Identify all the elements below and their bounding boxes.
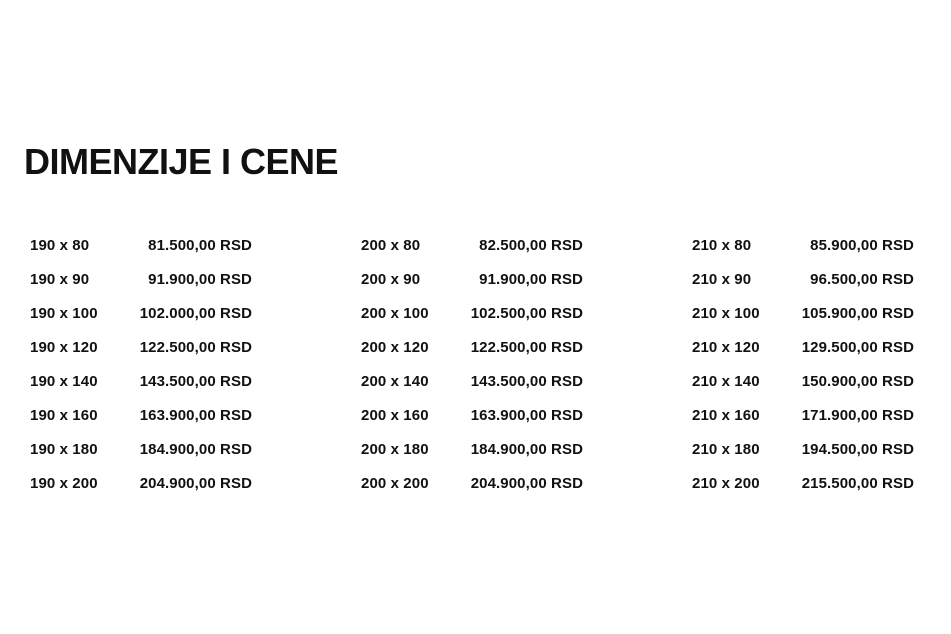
price-value: 91.900,00 RSD (479, 270, 583, 288)
price-value: 85.900,00 RSD (810, 236, 914, 254)
price-row (692, 228, 914, 262)
price-row (361, 398, 583, 432)
dimension-label: 200 x 160 (361, 406, 429, 424)
price-row (361, 330, 583, 364)
price-value: 96.500,00 RSD (810, 270, 914, 288)
dimension-label: 190 x 120 (30, 338, 98, 356)
price-column-190 (30, 228, 252, 500)
dimension-label: 200 x 120 (361, 338, 429, 356)
price-value: 194.500,00 RSD (801, 440, 914, 458)
dimension-label: 190 x 160 (30, 406, 98, 424)
price-row (361, 364, 583, 398)
price-row (30, 466, 252, 500)
price-column-200 (361, 228, 583, 500)
price-value: 102.500,00 RSD (470, 304, 583, 322)
dimension-label: 200 x 80 (361, 236, 421, 254)
price-row (30, 262, 252, 296)
dimension-label: 210 x 90 (692, 270, 752, 288)
price-value: 143.500,00 RSD (139, 372, 252, 390)
dimension-label: 190 x 90 (30, 270, 90, 288)
price-value: 122.500,00 RSD (139, 338, 252, 356)
price-value: 143.500,00 RSD (470, 372, 583, 390)
dimension-label: 210 x 180 (692, 440, 760, 458)
price-row (30, 432, 252, 466)
dimension-label: 210 x 160 (692, 406, 760, 424)
price-value: 81.500,00 RSD (148, 236, 252, 254)
dimension-label: 210 x 140 (692, 372, 760, 390)
price-row (361, 432, 583, 466)
dimension-label: 200 x 200 (361, 474, 429, 492)
price-value: 150.900,00 RSD (801, 372, 914, 390)
dimension-label: 190 x 80 (30, 236, 90, 254)
price-row (30, 330, 252, 364)
dimension-label: 210 x 200 (692, 474, 760, 492)
price-row (361, 296, 583, 330)
price-value: 171.900,00 RSD (801, 406, 914, 424)
price-value: 215.500,00 RSD (801, 474, 914, 492)
dimension-label: 200 x 140 (361, 372, 429, 390)
price-row (30, 228, 252, 262)
price-value: 184.900,00 RSD (470, 440, 583, 458)
price-value: 129.500,00 RSD (801, 338, 914, 356)
dimension-label: 190 x 140 (30, 372, 98, 390)
price-value: 91.900,00 RSD (148, 270, 252, 288)
price-value: 204.900,00 RSD (470, 474, 583, 492)
price-value: 184.900,00 RSD (139, 440, 252, 458)
price-row (692, 296, 914, 330)
price-value: 122.500,00 RSD (470, 338, 583, 356)
page-title: DIMENZIJE I CENE (24, 141, 339, 182)
price-column-210 (692, 228, 914, 500)
dimension-label: 200 x 90 (361, 270, 421, 288)
price-row (30, 364, 252, 398)
price-value: 105.900,00 RSD (801, 304, 914, 322)
price-row (692, 364, 914, 398)
price-row (692, 466, 914, 500)
price-row (692, 398, 914, 432)
dimension-label: 210 x 100 (692, 304, 760, 322)
price-row (692, 432, 914, 466)
price-row (692, 262, 914, 296)
price-value: 204.900,00 RSD (139, 474, 252, 492)
price-row (361, 262, 583, 296)
dimension-label: 200 x 100 (361, 304, 429, 322)
price-row (30, 296, 252, 330)
price-row (692, 330, 914, 364)
price-value: 163.900,00 RSD (470, 406, 583, 424)
price-row (361, 466, 583, 500)
dimension-label: 200 x 180 (361, 440, 429, 458)
price-value: 82.500,00 RSD (479, 236, 583, 254)
price-value: 102.000,00 RSD (139, 304, 252, 322)
price-row (361, 228, 583, 262)
dimension-label: 190 x 180 (30, 440, 98, 458)
dimension-label: 190 x 100 (30, 304, 98, 322)
price-row (30, 398, 252, 432)
price-value: 163.900,00 RSD (139, 406, 252, 424)
dimension-label: 190 x 200 (30, 474, 98, 492)
dimension-label: 210 x 120 (692, 338, 760, 356)
dimension-label: 210 x 80 (692, 236, 752, 254)
